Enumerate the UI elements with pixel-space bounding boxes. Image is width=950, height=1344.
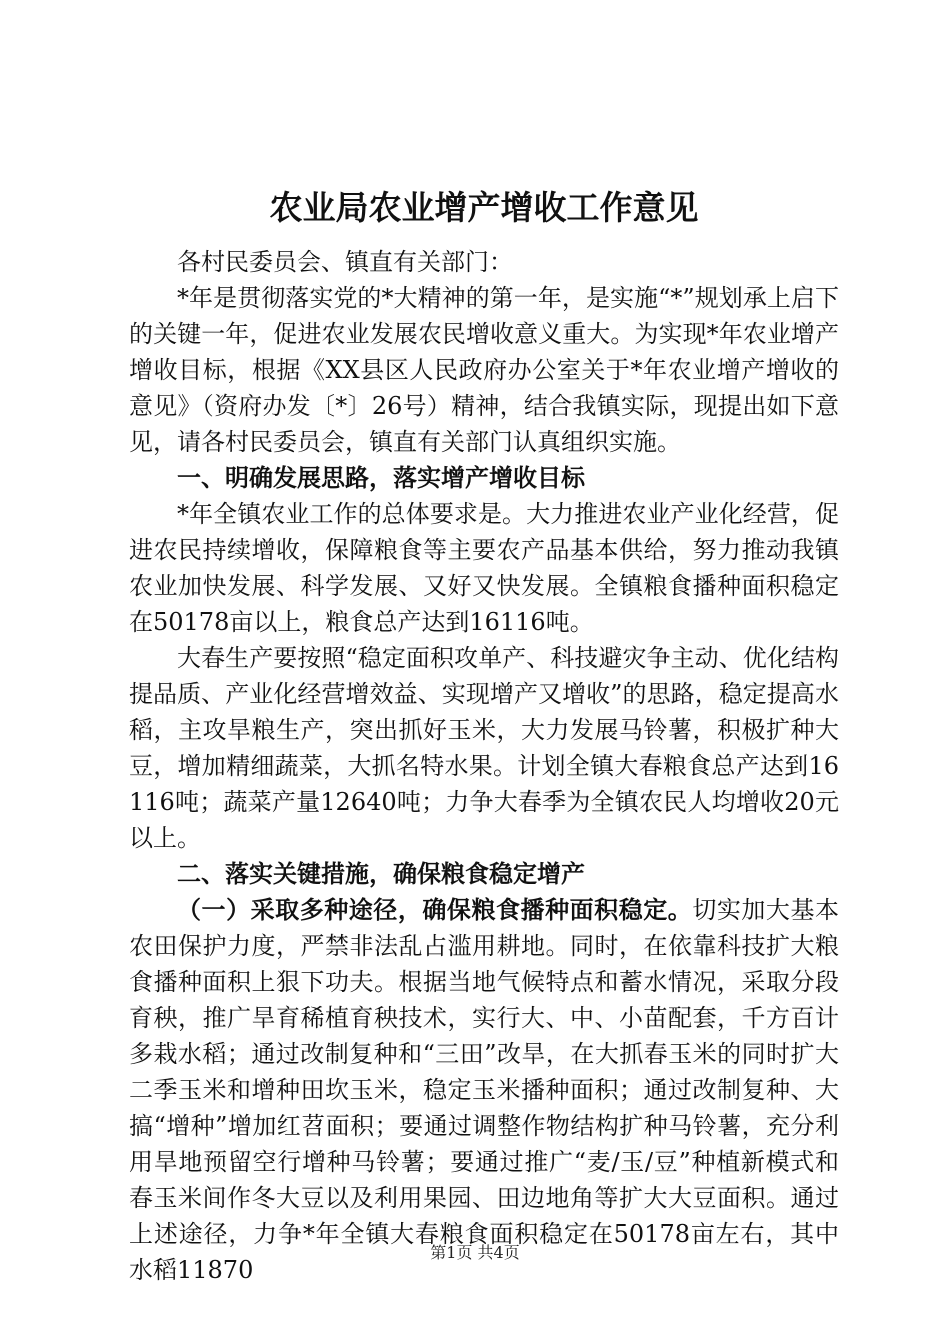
section-heading-2: 二、落实关键措施，确保粮食稳定增产 <box>177 860 585 888</box>
salutation: 各村民委员会、镇直有关部门： <box>177 248 513 276</box>
document-title: 农业局农业增产增收工作意见 <box>269 188 699 227</box>
document-body <box>129 184 839 1288</box>
section-heading-1: 一、明确发展思路，落实增产增收目标 <box>177 464 585 492</box>
subsection-heading-1: （一）采取多种途径，确保粮食播种面积稳定。 <box>177 896 693 924</box>
paragraph-spring-production: 大春生产要按照“稳定面积攻单产、科技避灾争主动、优化结构提品质、产业化经营增效益、实现增产又增收”的思路，稳定提高水稻，主攻旱粮生产，突出抓好玉米，大力发展马铃薯，积极扩种大豆，增加精细蔬菜，大抓名特水果。计划全镇大春粮食总产达到16116吨；蔬菜产量12640吨；力争大春季为全镇农民人均增收20元以上。 <box>129 644 839 852</box>
page-number: 第1页 共4页 <box>430 1243 520 1262</box>
paragraph-overall-requirements: *年全镇农业工作的总体要求是。大力推进农业产业化经营，促进农民持续增收，保障粮食等主要农产品基本供给，努力推动我镇农业加快发展、科学发展、又好又快发展。全镇粮食播种面积稳定在50178亩以上，粮食总产达到16116吨。 <box>129 500 839 636</box>
paragraph-measures <box>129 892 839 1288</box>
paragraph-intro: *年是贯彻落实党的*大精神的第一年，是实施“*”规划承上启下的关键一年，促进农业发展农民增收意义重大。为实现*年农业增产增收目标，根据《XX县区人民政府办公室关于*年农业增产增收的意见》（资府办发〔*〕26号）精神，结合我镇实际，现提出如下意见，请各村民委员会，镇直有关部门认真组织实施。 <box>129 284 839 456</box>
paragraph-measures-text: 切实加大基本农田保护力度，严禁非法乱占滥用耕地。同时，在依靠科技扩大粮食播种面积上狠下功夫。根据当地气候特点和蓄水情况，采取分段育秧，推广旱育稀植育秧技术，实行大、中、小苗配套，千方百计多栽水稻；通过改制复种和“三田”改旱，在大抓春玉米的同时扩大二季玉米和增种田坎玉米，稳定玉米播种面积；通过改制复种、大搞“增种”增加红苕面积；要通过调整作物结构扩种马铃薯，充分利用旱地预留空行增种马铃薯；要通过推广“麦/玉/豆”种植新模式和春玉米间作冬大豆以及利用果园、田边地角等扩大大豆面积。通过上述途径，力争*年全镇大春粮食面积稳定在50178亩左右，其中水稻11870 <box>129 896 840 1284</box>
